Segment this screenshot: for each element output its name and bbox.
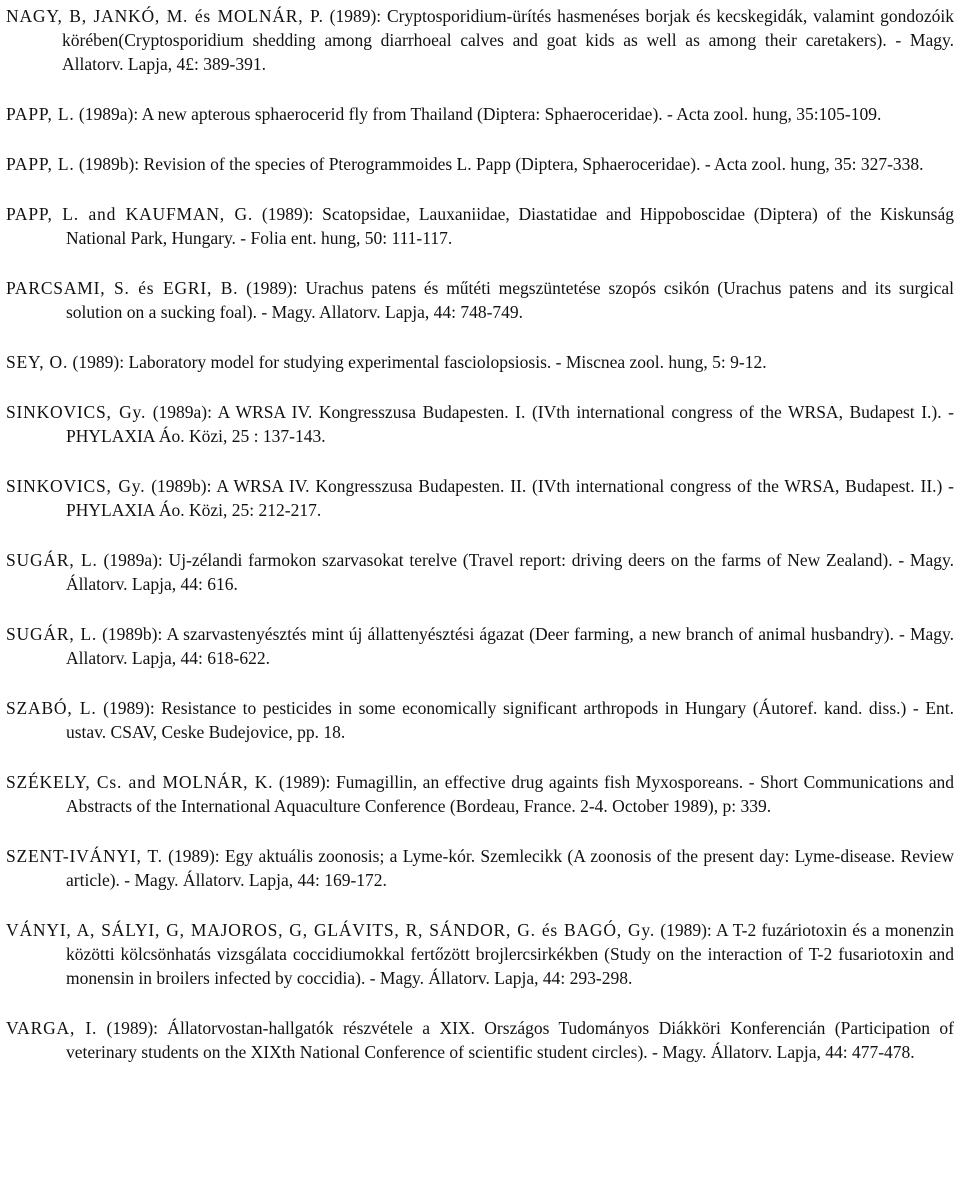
reference-entry	[6, 102, 954, 126]
reference-details: (1989): Laboratory model for studying experimental fasciolopsiosis. - Miscnea zool. hung, 5: 9-12.	[68, 352, 767, 372]
reference-details: (1989): Resistance to pesticides in some economically significant arthropods in Hungary (Áutoref. kand. diss.) - Ent. ustav. CSAV, Ceske Budejovice, pp. 18.	[66, 698, 955, 742]
reference-entry	[6, 4, 954, 76]
reference-details: (1989b): A WRSA IV. Kongresszusa Budapesten. II. (IVth international congress of the WRSA, Budapest. II.) - PHYLAXIA Áo. Közi, 25: 212-217.	[66, 476, 954, 520]
reference-details: (1989a): Uj-zélandi farmokon szarvasokat terelve (Travel report: driving deers on the farms of New Zealand). - Magy. Állatorv. Lapja, 44: 616.	[66, 550, 954, 594]
reference-authors: PAPP, L.	[6, 154, 75, 174]
reference-authors: SINKOVICS, Gy.	[6, 476, 146, 496]
reference-authors: VARGA, I.	[6, 1018, 98, 1038]
reference-details: (1989b): A szarvastenyésztés mint új állattenyésztési ágazat (Deer farming, a new branch of animal husbandry). - Magy. Allatorv. Lapja, 44: 618-622.	[66, 624, 955, 668]
reference-authors: SUGÁR, L.	[6, 550, 98, 570]
reference-details: (1989): A T-2 fuzáriotoxin és a monenzin közötti kölcsönhatás vizsgálata coccidiumokkal fertőzött brojlercsirkékben (Study on the interaction of T-2 fusariotoxin and monensin in broilers infected by coccidia). - Magy. Állatorv. Lapja, 44: 293-298.	[66, 920, 954, 988]
reference-entry	[6, 152, 954, 176]
reference-details: (1989): Cryptosporidium-ürítés hasmenéses borjak és kecskegidák, valamint gondozóik körében(Cryptosporidium shedding among diarrhoeal calves and goat kids as well as among their caretakers). - Magy. Allatorv. Lapja, 4£: 389-391.	[62, 6, 955, 74]
reference-authors: VÁNYI, A, SÁLYI, G, MAJOROS, G, GLÁVITS, R, SÁNDOR, G. és BAGÓ, Gy.	[6, 920, 656, 940]
reference-entry	[6, 474, 954, 522]
reference-entry	[6, 622, 954, 670]
reference-authors: SZÉKELY, Cs. and MOLNÁR, K.	[6, 772, 274, 792]
reference-authors: NAGY, B, JANKÓ, M. és MOLNÁR, P.	[6, 6, 324, 26]
reference-entry	[6, 548, 954, 596]
reference-details: (1989): Állatorvostan-hallgatók részvétele a XIX. Országos Tudományos Diákköri Konferencián (Participation of veterinary students on the XIXth National Conference of scientific student circles). - Magy. Állatorv. Lapja, 44: 477-478.	[66, 1018, 954, 1062]
reference-authors: PAPP, L.	[6, 104, 75, 124]
reference-entry	[6, 770, 954, 818]
reference-authors: SZENT-IVÁNYI, T.	[6, 846, 163, 866]
reference-entry	[6, 202, 954, 250]
reference-authors: PAPP, L. and KAUFMAN, G.	[6, 204, 254, 224]
reference-authors: SEY, O.	[6, 352, 69, 372]
reference-details: (1989): Urachus patens és műtéti megszüntetése szopós csikón (Urachus patens and its surgical solution on a sucking foal). - Magy. Allatorv. Lapja, 44: 748-749.	[66, 278, 954, 322]
reference-details: (1989a): A WRSA IV. Kongresszusa Budapesten. I. (IVth international congress of the WRSA, Budapest I.). - PHYLAXIA Áo. Közi, 25 : 137-143.	[66, 402, 955, 446]
reference-entry	[6, 696, 954, 744]
reference-authors: SZABÓ, L.	[6, 698, 97, 718]
reference-authors: SINKOVICS, Gy.	[6, 402, 147, 422]
reference-details: (1989): Egy aktuális zoonosis; a Lyme-kór. Szemlecikk (A zoonosis of the present day: Lyme-disease. Review article). - Magy. Állatorv. Lapja, 44: 169-172.	[66, 846, 954, 890]
reference-entry	[6, 350, 954, 374]
reference-authors: PARCSAMI, S. és EGRI, B.	[6, 278, 239, 298]
reference-details: (1989): Scatopsidae, Lauxaniidae, Diastatidae and Hippoboscidae (Diptera) of the Kiskunság National Park, Hungary. - Folia ent. hung, 50: 111-117.	[66, 204, 954, 248]
reference-entry	[6, 400, 954, 448]
reference-entry	[6, 276, 954, 324]
reference-authors: SUGÁR, L.	[6, 624, 98, 644]
reference-entry	[6, 844, 954, 892]
reference-details: (1989a): A new apterous sphaerocerid fly from Thailand (Diptera: Sphaeroceridae). - Acta zool. hung, 35:105-109.	[74, 104, 882, 124]
reference-list	[6, 4, 954, 1090]
reference-entry	[6, 1016, 954, 1064]
reference-details: (1989): Fumagillin, an effective drug againts fish Myxosporeans. - Short Communications and Abstracts of the International Aquaculture Conference (Bordeau, France. 2-4. October 1989), p: 339.	[66, 772, 954, 816]
reference-entry	[6, 918, 954, 990]
reference-details: (1989b): Revision of the species of Pterogrammoides L. Papp (Diptera, Sphaeroceridae). - Acta zool. hung, 35: 327-338.	[74, 154, 924, 174]
